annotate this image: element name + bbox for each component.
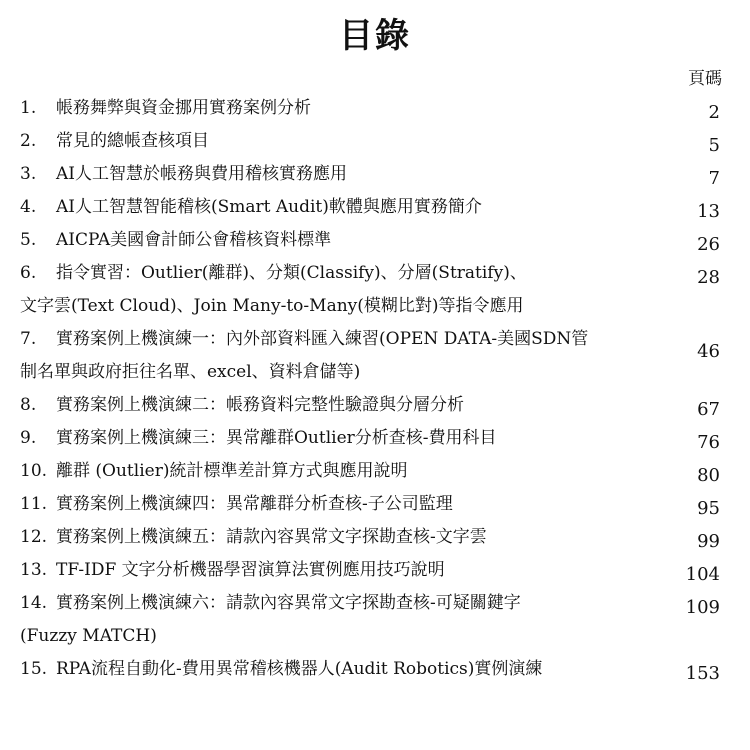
toc-entry[interactable] <box>20 125 730 158</box>
entry-page-number: 80 <box>697 465 720 486</box>
entry-title: 實務案例上機演練三：異常離群Outlier分析查核-費用科目 <box>56 428 497 448</box>
table-of-contents <box>20 92 730 686</box>
entry-title: AI人工智慧智能稽核(Smart Audit)軟體與應用實務簡介 <box>56 197 482 217</box>
entry-page-number: 28 <box>697 267 720 288</box>
entry-number: 15. <box>20 659 48 679</box>
entry-page-number: 67 <box>697 399 720 420</box>
entry-number: 7. <box>20 329 37 349</box>
toc-entry[interactable] <box>20 323 730 389</box>
entry-page-number: 109 <box>685 597 720 618</box>
toc-entry[interactable] <box>20 257 730 323</box>
entry-page-number: 2 <box>708 102 720 123</box>
entry-number: 3. <box>20 164 37 184</box>
entry-title: 指令實習：Outlier(離群)、分類(Classify)、分層(Stratify)、 <box>56 263 527 283</box>
entry-title: 離群 (Outlier)統計標準差計算方式與應用說明 <box>56 461 408 481</box>
entry-title: 實務案例上機演練一：內外部資料匯入練習(OPEN DATA-美國SDN管 <box>56 329 589 349</box>
entry-page-number: 5 <box>708 135 720 156</box>
entry-page-number: 76 <box>697 432 720 453</box>
entry-title: 帳務舞弊與資金挪用實務案例分析 <box>56 98 311 118</box>
entry-title: AI人工智慧於帳務與費用稽核實務應用 <box>56 164 347 184</box>
entry-title: RPA流程自動化-費用異常稽核機器人(Audit Robotics)實例演練 <box>56 659 543 679</box>
entry-number: 6. <box>20 263 37 283</box>
entry-page-number: 26 <box>697 234 720 255</box>
toc-entry[interactable] <box>20 455 730 488</box>
entry-title: AICPA美國會計師公會稽核資料標準 <box>56 230 332 250</box>
page-number-column-header: 頁碼 <box>688 69 722 89</box>
entry-title-continuation: 制名單與政府拒往名單、excel、資料倉儲等) <box>20 362 361 382</box>
toc-entry[interactable] <box>20 587 730 653</box>
entry-page-number: 46 <box>697 341 720 362</box>
entry-title: 實務案例上機演練四：異常離群分析查核-子公司監理 <box>56 494 453 514</box>
entry-page-number: 104 <box>685 564 720 585</box>
entry-number: 13. <box>20 560 48 580</box>
toc-entry[interactable] <box>20 422 730 455</box>
entry-number: 8. <box>20 395 37 415</box>
toc-entry[interactable] <box>20 554 730 587</box>
entry-title: 實務案例上機演練六：請款內容異常文字探勘查核-可疑關鍵字 <box>56 593 521 613</box>
entry-number: 12. <box>20 527 48 547</box>
toc-entry[interactable] <box>20 653 730 686</box>
entry-number: 4. <box>20 197 37 217</box>
entry-number: 1. <box>20 98 37 118</box>
entry-title-continuation: (Fuzzy MATCH) <box>20 626 157 646</box>
entry-number: 14. <box>20 593 48 613</box>
entry-number: 11. <box>20 494 48 514</box>
entry-page-number: 99 <box>697 531 720 552</box>
toc-entry[interactable] <box>20 521 730 554</box>
entry-number: 5. <box>20 230 37 250</box>
toc-entry[interactable] <box>20 488 730 521</box>
page-title: 目錄 <box>339 16 411 56</box>
entry-page-number: 95 <box>697 498 720 519</box>
entry-page-number: 7 <box>708 168 720 189</box>
toc-entry[interactable] <box>20 191 730 224</box>
toc-entry[interactable] <box>20 389 730 422</box>
entry-number: 2. <box>20 131 37 151</box>
entry-title: TF-IDF 文字分析機器學習演算法實例應用技巧說明 <box>56 560 445 580</box>
entry-title-continuation: 文字雲(Text Cloud)、Join Many-to-Many(模糊比對)等指令應用 <box>20 296 524 316</box>
entry-title: 實務案例上機演練五：請款內容異常文字探勘查核-文字雲 <box>56 527 487 547</box>
toc-entry[interactable] <box>20 224 730 257</box>
toc-entry[interactable] <box>20 158 730 191</box>
entry-number: 9. <box>20 428 37 448</box>
toc-entry[interactable] <box>20 92 730 125</box>
entry-title: 實務案例上機演練二：帳務資料完整性驗證與分層分析 <box>56 395 464 415</box>
entry-page-number: 13 <box>697 201 720 222</box>
entry-page-number: 153 <box>685 663 720 684</box>
entry-number: 10. <box>20 461 48 481</box>
entry-title: 常見的總帳查核項目 <box>56 131 209 151</box>
